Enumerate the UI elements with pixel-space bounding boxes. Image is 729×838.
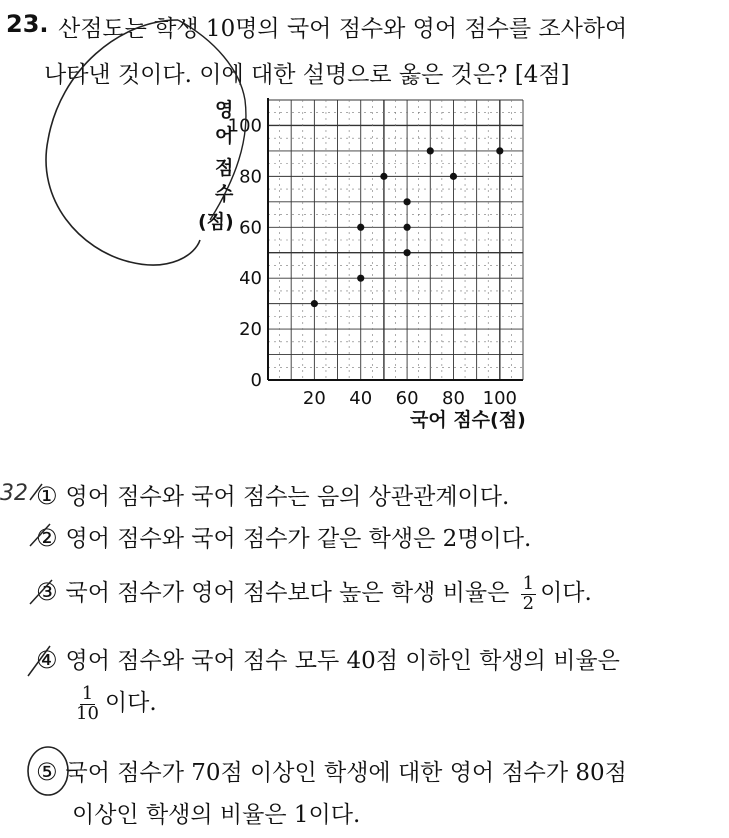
fraction-denominator: 2 [522, 592, 535, 614]
y-tick-label: 100 [227, 115, 262, 137]
choice-5-number: ⑤ [36, 758, 58, 786]
data-point [496, 147, 503, 154]
x-tick-label: 80 [442, 388, 465, 409]
data-point [403, 198, 410, 205]
x-tick-label: 60 [395, 388, 419, 409]
choice-4-text-after: 이다. [104, 690, 157, 716]
data-point [403, 249, 410, 256]
choice-3-fraction [521, 572, 536, 614]
question-text-line2: 나타낸 것이다. 이에 대한 설명으로 옳은 것은? [4점] [44, 62, 570, 88]
x-tick-label: 100 [482, 388, 517, 409]
data-point [403, 224, 410, 231]
x-axis-label: 국어 점수(점) [410, 409, 526, 431]
question-text-line1: 산점도는 학생 10명의 국어 점수와 영어 점수를 조사하여 [58, 16, 628, 42]
fraction-numerator: 1 [81, 682, 94, 704]
choice-4[interactable] [36, 642, 620, 675]
choice-5-line2: 이상인 학생의 비율은 1이다. [72, 802, 361, 828]
choice-3[interactable] [36, 574, 592, 613]
y-axis-label-char: 영 [215, 99, 234, 121]
choice-5[interactable] [36, 754, 627, 787]
y-axis-label-char: 어 [215, 125, 234, 147]
plot-axes [228, 98, 523, 409]
fraction-denominator: 10 [76, 702, 99, 724]
choice-2[interactable] [36, 520, 531, 553]
y-tick-label: 60 [239, 217, 262, 239]
choice-2-text: 영어 점수와 국어 점수가 같은 학생은 2명이다. [65, 526, 532, 552]
x-tick-label: 40 [349, 388, 373, 409]
y-tick-label: 0 [250, 370, 262, 391]
plot-grid [268, 100, 523, 380]
y-tick-label: 80 [239, 166, 262, 188]
choice-5-text: 국어 점수가 70점 이상인 학생에 대한 영어 점수가 80점 [65, 760, 627, 786]
choice-4-number: ④ [36, 646, 58, 674]
choice-3-number: ③ [36, 578, 58, 606]
data-point [450, 173, 457, 180]
choice-2-number: ② [36, 524, 58, 552]
choice-1-number: ① [36, 482, 58, 510]
y-tick-label: 20 [239, 319, 262, 341]
question-number: 23. [6, 10, 49, 38]
data-point [311, 300, 318, 307]
choice-4-continuation [70, 684, 157, 723]
fraction-numerator: 1 [522, 572, 535, 594]
choice-1-text: 영어 점수와 국어 점수는 음의 상관관계이다. [65, 484, 510, 510]
choice-4-fraction [74, 682, 101, 724]
choice-3-text-after: 이다. [540, 580, 592, 606]
data-point [380, 173, 387, 180]
choice-3-text: 국어 점수가 영어 점수보다 높은 학생 비율은 [65, 580, 510, 606]
y-tick-label: 40 [239, 268, 262, 290]
y-axis-label-char: (점) [198, 211, 234, 233]
data-point [357, 275, 364, 282]
y-axis-label-char: 점 [215, 157, 234, 179]
y-axis-label-char: 수 [215, 183, 234, 205]
data-point [427, 147, 434, 154]
choice-4-text: 영어 점수와 국어 점수 모두 40점 이하인 학생의 비율은 [65, 648, 620, 674]
handwritten-score: 32 [0, 481, 28, 506]
x-tick-label: 20 [302, 388, 326, 409]
data-point [357, 224, 364, 231]
choice-1[interactable] [36, 478, 509, 511]
